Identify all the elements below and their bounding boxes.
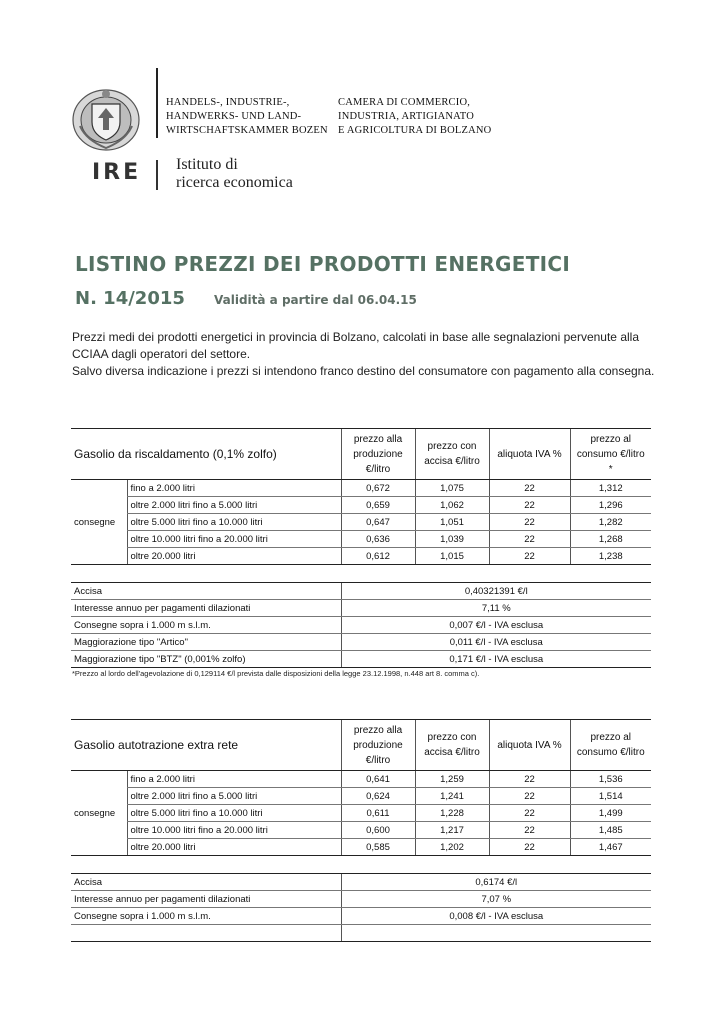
ire-divider bbox=[156, 160, 158, 190]
extra-label: Accisa bbox=[71, 874, 341, 891]
vat-rate: 22 bbox=[489, 771, 570, 788]
price-consumer: 1,467 bbox=[570, 839, 651, 856]
col-header-excise: prezzo con accisa €/litro bbox=[415, 720, 489, 771]
row-desc: oltre 5.000 litri fino a 10.000 litri bbox=[127, 805, 341, 822]
row-desc: oltre 10.000 litri fino a 20.000 litri bbox=[127, 531, 341, 548]
price-with-excise: 1,217 bbox=[415, 822, 489, 839]
price-production: 0,641 bbox=[341, 771, 415, 788]
org-de-line: WIRTSCHAFTSKAMMER BOZEN bbox=[166, 125, 328, 136]
table-row bbox=[71, 531, 651, 548]
coat-of-arms-seal bbox=[70, 86, 142, 152]
vat-rate: 22 bbox=[489, 788, 570, 805]
extra-label: Maggiorazione tipo "BTZ" (0,001% zolfo) bbox=[71, 651, 341, 668]
table-row bbox=[71, 771, 651, 788]
price-consumer: 1,312 bbox=[570, 480, 651, 497]
intro-line: Salvo diversa indicazione i prezzi si intendono franco destino del consumatore con pagamento alla consegna. bbox=[72, 364, 655, 378]
table-row bbox=[71, 497, 651, 514]
price-with-excise: 1,062 bbox=[415, 497, 489, 514]
col-header-excise: prezzo con accisa €/litro bbox=[415, 429, 489, 480]
price-consumer: 1,499 bbox=[570, 805, 651, 822]
price-with-excise: 1,202 bbox=[415, 839, 489, 856]
intro-text bbox=[72, 329, 662, 380]
price-with-excise: 1,051 bbox=[415, 514, 489, 531]
extra-value: 0,40321391 €/l bbox=[341, 583, 651, 600]
price-production: 0,672 bbox=[341, 480, 415, 497]
extra-value bbox=[341, 925, 651, 942]
row-desc: oltre 5.000 litri fino a 10.000 litri bbox=[127, 514, 341, 531]
extra-value: 0,007 €/l - IVA esclusa bbox=[341, 617, 651, 634]
table-row bbox=[71, 480, 651, 497]
table-row bbox=[71, 874, 651, 891]
price-production: 0,585 bbox=[341, 839, 415, 856]
row-desc: oltre 2.000 litri fino a 5.000 litri bbox=[127, 788, 341, 805]
extra-label: Accisa bbox=[71, 583, 341, 600]
validity-date: Validità a partire dal 06.04.15 bbox=[214, 293, 417, 307]
ire-name-line: ricerca economica bbox=[176, 174, 293, 191]
col-header-production: prezzo alla produzione €/litro bbox=[341, 429, 415, 480]
col-header-vat: aliquota IVA % bbox=[489, 720, 570, 771]
org-de-line: HANDWERKS- UND LAND- bbox=[166, 111, 302, 122]
ire-name-line: Istituto di bbox=[176, 156, 238, 173]
extra-label: Consegne sopra i 1.000 m s.l.m. bbox=[71, 908, 341, 925]
table-title: Gasolio da riscaldamento (0,1% zolfo) bbox=[71, 429, 341, 480]
table-row bbox=[71, 839, 651, 856]
extra-label: Consegne sopra i 1.000 m s.l.m. bbox=[71, 617, 341, 634]
price-consumer: 1,268 bbox=[570, 531, 651, 548]
price-with-excise: 1,039 bbox=[415, 531, 489, 548]
price-consumer: 1,282 bbox=[570, 514, 651, 531]
org-it-line: E AGRICOLTURA DI BOLZANO bbox=[338, 125, 492, 136]
org-de-line: HANDELS-, INDUSTRIE-, bbox=[166, 97, 290, 108]
extra-label bbox=[71, 925, 341, 942]
row-desc: fino a 2.000 litri bbox=[127, 771, 341, 788]
table-row bbox=[71, 617, 651, 634]
table-row bbox=[71, 822, 651, 839]
table-row bbox=[71, 788, 651, 805]
price-consumer: 1,514 bbox=[570, 788, 651, 805]
extra-value: 7,11 % bbox=[341, 600, 651, 617]
page-title: LISTINO PREZZI DEI PRODOTTI ENERGETICI bbox=[75, 252, 571, 276]
org-name-italian bbox=[338, 96, 491, 138]
extra-label: Maggiorazione tipo "Artico" bbox=[71, 634, 341, 651]
row-desc: oltre 20.000 litri bbox=[127, 548, 341, 565]
price-with-excise: 1,259 bbox=[415, 771, 489, 788]
header-divider bbox=[156, 68, 158, 138]
extra-value: 7,07 % bbox=[341, 891, 651, 908]
vat-rate: 22 bbox=[489, 822, 570, 839]
col-header-consumer: prezzo al consumo €/litro bbox=[570, 720, 651, 771]
price-consumer: 1,238 bbox=[570, 548, 651, 565]
price-with-excise: 1,075 bbox=[415, 480, 489, 497]
extra-value: 0,008 €/l - IVA esclusa bbox=[341, 908, 651, 925]
col-header-production: prezzo alla produzione €/litro bbox=[341, 720, 415, 771]
table-row bbox=[71, 600, 651, 617]
price-consumer: 1,296 bbox=[570, 497, 651, 514]
price-table-diesel bbox=[71, 719, 651, 856]
col-header-vat: aliquota IVA % bbox=[489, 429, 570, 480]
price-production: 0,659 bbox=[341, 497, 415, 514]
price-production: 0,612 bbox=[341, 548, 415, 565]
footnote: *Prezzo al lordo dell'agevolazione di 0,129114 €/l prevista dalle disposizioni della legge 23.12.1998, n.448 art 8. comma c). bbox=[72, 669, 480, 678]
price-with-excise: 1,241 bbox=[415, 788, 489, 805]
table-title: Gasolio autotrazione extra rete bbox=[71, 720, 341, 771]
vat-rate: 22 bbox=[489, 514, 570, 531]
extra-value: 0,171 €/l - IVA esclusa bbox=[341, 651, 651, 668]
table-row bbox=[71, 908, 651, 925]
price-production: 0,624 bbox=[341, 788, 415, 805]
table-row bbox=[71, 548, 651, 565]
ire-logo: IRE bbox=[92, 160, 142, 185]
org-name-german bbox=[166, 96, 328, 138]
price-consumer: 1,536 bbox=[570, 771, 651, 788]
org-it-line: CAMERA DI COMMERCIO, bbox=[338, 97, 471, 108]
price-with-excise: 1,015 bbox=[415, 548, 489, 565]
vat-rate: 22 bbox=[489, 548, 570, 565]
vat-rate: 22 bbox=[489, 531, 570, 548]
table-row bbox=[71, 925, 651, 942]
table-row bbox=[71, 514, 651, 531]
price-table-heating-oil bbox=[71, 428, 651, 565]
vat-rate: 22 bbox=[489, 805, 570, 822]
col-header-consumer: prezzo al consumo €/litro * bbox=[570, 429, 651, 480]
table-row bbox=[71, 651, 651, 668]
price-production: 0,647 bbox=[341, 514, 415, 531]
intro-line: Prezzi medi dei prodotti energetici in provincia di Bolzano, calcolati in base alle segnalazioni pervenute alla bbox=[72, 330, 639, 344]
vat-rate: 22 bbox=[489, 839, 570, 856]
ire-institute-name bbox=[176, 156, 293, 192]
row-desc: oltre 10.000 litri fino a 20.000 litri bbox=[127, 822, 341, 839]
vat-rate: 22 bbox=[489, 497, 570, 514]
extra-value: 0,6174 €/l bbox=[341, 874, 651, 891]
row-desc: fino a 2.000 litri bbox=[127, 480, 341, 497]
price-production: 0,611 bbox=[341, 805, 415, 822]
row-desc: oltre 2.000 litri fino a 5.000 litri bbox=[127, 497, 341, 514]
list-number: N. 14/2015 bbox=[75, 288, 185, 309]
row-desc: oltre 20.000 litri bbox=[127, 839, 341, 856]
table-row bbox=[71, 583, 651, 600]
extras-table-diesel bbox=[71, 873, 651, 942]
price-production: 0,600 bbox=[341, 822, 415, 839]
extras-table-heating-oil bbox=[71, 582, 651, 668]
table-row bbox=[71, 634, 651, 651]
intro-line: CCIAA dagli operatori del settore. bbox=[72, 347, 251, 361]
extra-value: 0,011 €/l - IVA esclusa bbox=[341, 634, 651, 651]
vat-rate: 22 bbox=[489, 480, 570, 497]
extra-label: Interesse annuo per pagamenti dilazionati bbox=[71, 600, 341, 617]
price-consumer: 1,485 bbox=[570, 822, 651, 839]
group-label: consegne bbox=[71, 771, 127, 856]
price-with-excise: 1,228 bbox=[415, 805, 489, 822]
table-row bbox=[71, 891, 651, 908]
org-it-line: INDUSTRIA, ARTIGIANATO bbox=[338, 111, 474, 122]
table-row bbox=[71, 805, 651, 822]
extra-label: Interesse annuo per pagamenti dilazionati bbox=[71, 891, 341, 908]
group-label: consegne bbox=[71, 480, 127, 565]
price-production: 0,636 bbox=[341, 531, 415, 548]
